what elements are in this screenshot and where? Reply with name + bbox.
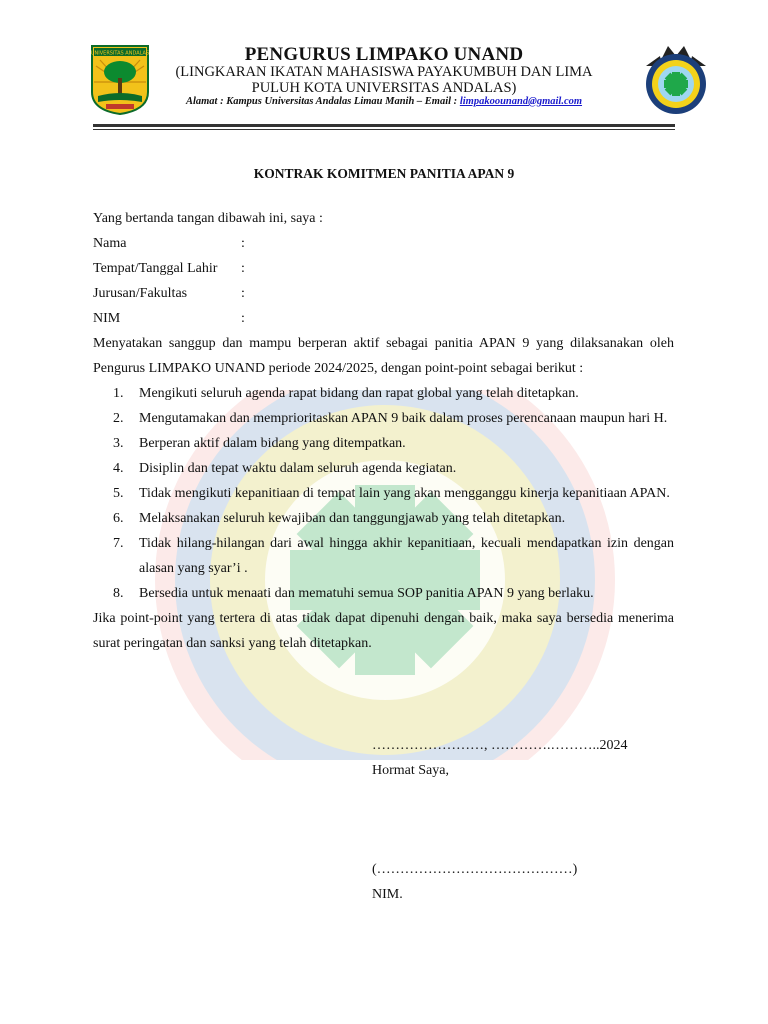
list-item-number: 7. [113,536,124,551]
list-item [93,456,674,481]
list-item [93,506,674,531]
list-item [93,531,674,581]
commitment-points-list [93,381,674,606]
list-item-text: Bersedia untuk menaati dan mematuhi semua SOP panitia APAN 9 yang berlaku. [139,586,594,601]
list-item-number: 4. [113,461,124,476]
limpako-emblem-icon [640,42,712,116]
list-item [93,381,674,406]
field-label: Nama [93,236,127,251]
document-title: KONTRAK KOMITMEN PANITIA APAN 9 [253,166,515,181]
field-label: NIM [93,311,121,326]
list-item-text: Mengutamakan dan memprioritaskan APAN 9 baik dalam proses perencanaan maupun hari H. [139,411,668,426]
header-divider-thick [93,124,675,127]
closing-text: Jika point-point yang tertera di atas tidak dapat dipenuhi dengan baik, maka saya bersedia menerima surat peringatan dan sanksi yang telah ditetapkan. [93,611,674,651]
list-item-text: Berperan aktif dalam bidang yang ditempatkan. [139,436,406,451]
list-item-number: 8. [113,586,124,601]
signature-name-block [372,857,577,907]
field-nama [93,231,674,256]
organization-subtitle [150,65,618,96]
field-separator: : [241,286,245,301]
list-item-text: Melaksanakan seluruh kewajiban dan tanggungjawab yang telah ditetapkan. [139,511,566,526]
field-separator: : [241,261,245,276]
nim-label: NIM. [372,887,403,902]
field-nim [93,306,674,331]
statement-text: Menyatakan sanggup dan mampu berperan aktif sebagai panitia APAN 9 yang dilaksanakan oleh Pengurus LIMPAKO UNAND periode 2024/2025, dengan point-point sebagai berikut : [93,336,674,376]
list-item [93,581,674,606]
list-item-text: Mengikuti seluruh agenda rapat bidang dan rapat global yang telah ditetapkan. [139,386,579,401]
subtitle-line-1: (LINGKARAN IKATAN MAHASISWA PAYAKUMBUH DAN LIMA [175,64,593,80]
list-item-text: Tidak mengikuti kepanitiaan di tempat lain yang akan mengganggu kinerja kepanitiaan APAN. [139,486,670,501]
identity-fields [93,231,674,331]
list-item [93,406,674,431]
organization-title: PENGURUS LIMPAKO UNAND [244,44,524,65]
list-item-text: Tidak hilang-hilangan dari awal hingga akhir kepanitiaan, kecuali mendapatkan izin dengan alasan yang syar’i . [139,536,674,576]
field-label: Jurusan/Fakultas [93,286,188,301]
organization-address [150,96,618,107]
header-divider-thin [93,129,675,130]
list-item-number: 6. [113,511,124,526]
list-item-text: Disiplin dan tepat waktu dalam seluruh agenda kegiatan. [139,461,457,476]
list-item [93,481,674,506]
field-tempat-tanggal-lahir [93,256,674,281]
list-item-number: 2. [113,411,124,426]
field-separator: : [241,236,245,251]
field-separator: : [241,311,245,326]
document-body [93,206,674,656]
field-jurusan-fakultas [93,281,674,306]
address-text: Alamat : Kampus Universitas Andalas Limau Manih – Email : [185,96,460,107]
intro-text: Yang bertanda tangan dibawah ini, saya : [93,211,323,226]
list-item-number: 5. [113,486,124,501]
list-item [93,431,674,456]
place-date-line: ……………………, ………….………..2024 [372,738,628,753]
list-item-number: 3. [113,436,124,451]
field-label: Tempat/Tanggal Lahir [93,261,218,276]
signature-block [372,733,628,783]
list-item-number: 1. [113,386,124,401]
universitas-andalas-seal-icon [88,42,152,116]
seal-text: UNIVERSITAS ANDALAS [90,50,150,57]
signature-line: (……………………………………) [372,862,578,877]
email-link[interactable]: limpakoounand@gmail.com [459,96,583,107]
regards-text: Hormat Saya, [372,763,449,778]
subtitle-line-2: PULUH KOTA UNIVERSITAS ANDALAS) [251,79,517,96]
